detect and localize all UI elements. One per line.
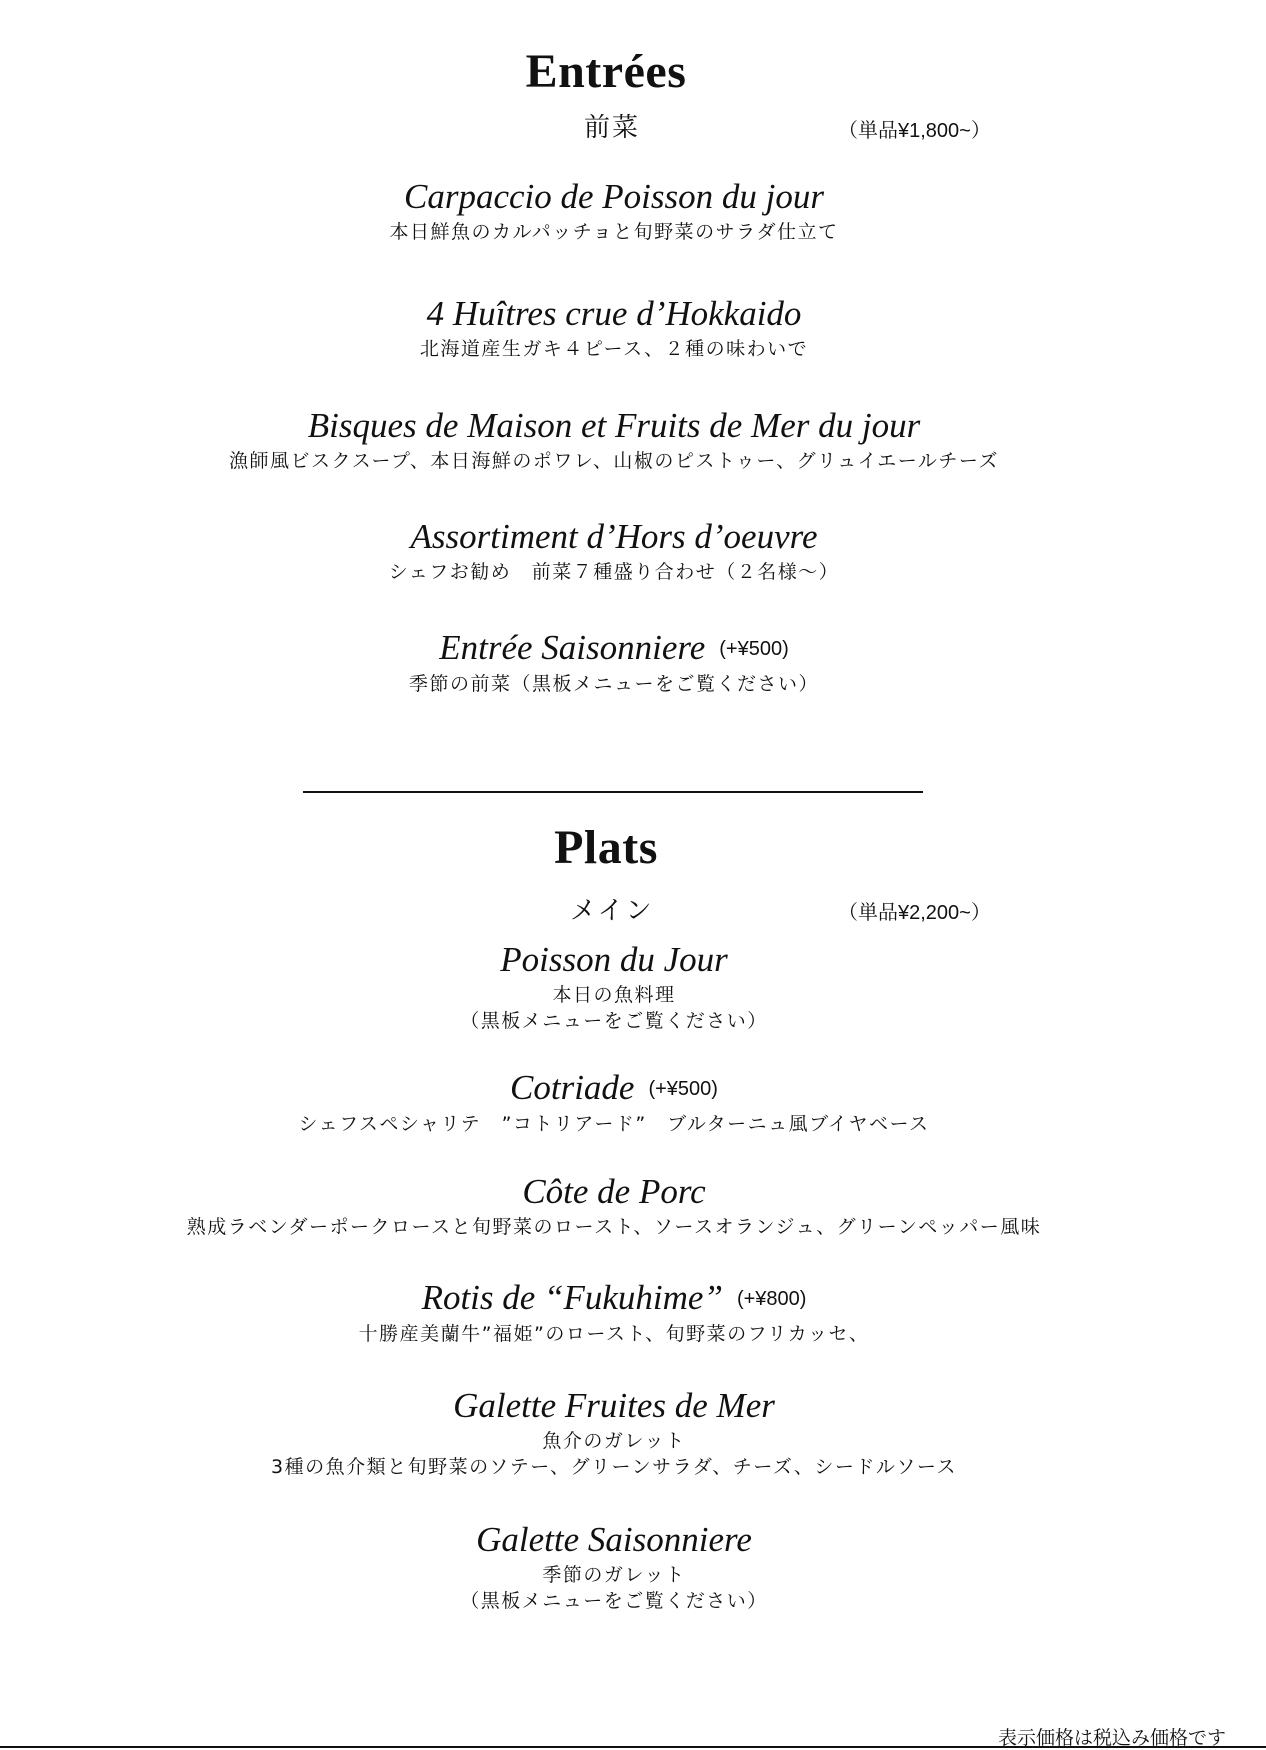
dish-description: 十勝産美蘭牛”福姫”のロースト、旬野菜のフリカッセ、 (358, 1323, 870, 1345)
dish-name: Carpaccio de Poisson du jour (404, 177, 824, 216)
dish-name: 4 Huîtres crue d’Hokkaido (426, 294, 802, 333)
dish-name: Assortiment d’Hors d’oeuvre (410, 517, 818, 556)
dish-name: Galette Fruites de Mer (453, 1386, 775, 1425)
dish-item (0, 1518, 1228, 1614)
dish-name: Poisson du Jour (500, 940, 728, 979)
dish-name: Cotriade (+¥500) (510, 1068, 718, 1107)
dish-description: 本日の魚料理 (552, 984, 676, 1006)
dish-surcharge: (+¥500) (648, 1078, 718, 1100)
section-divider (303, 791, 923, 793)
dish-description: 季節のガレット (542, 1564, 686, 1586)
entrees-price-range: （単品¥1,800~） (838, 120, 991, 142)
dish-name: Galette Saisonniere (476, 1520, 752, 1559)
dish-item (0, 292, 1228, 362)
dish-name: Côte de Porc (522, 1172, 706, 1211)
dish-description: 季節の前菜（黒板メニューをご覧ください） (408, 673, 819, 695)
dish-name: Rotis de “Fukuhime” (+¥800) (421, 1278, 807, 1317)
dish-description: シェフお勧め 前菜７種盛り合わせ（２名様～） (388, 561, 840, 583)
dish-surcharge: (+¥800) (736, 1288, 807, 1310)
dish-description: 魚介のガレット (542, 1430, 686, 1452)
dish-description: シェフスペシャリテ ”コトリアード” ブルターニュ風ブイヤベース (298, 1113, 930, 1135)
dish-description: 本日鮮魚のカルパッチョと旬野菜のサラダ仕立て (389, 221, 839, 243)
dish-description: 3種の魚介類と旬野菜のソテー、グリーンサラダ、チーズ、シードルソース (271, 1456, 957, 1478)
plats-title: Plats (554, 821, 658, 874)
dish-surcharge: (+¥500) (719, 638, 789, 660)
entrees-subtitle: 前菜 (584, 113, 641, 143)
dish-description: （黒板メニューをご覧ください） (460, 1010, 768, 1032)
dish-item (0, 1066, 1228, 1137)
dish-description: （黒板メニューをご覧ください） (460, 1590, 768, 1612)
dish-item (0, 175, 1228, 245)
plats-subtitle: メイン (570, 896, 654, 926)
dish-name: Entrée Saisonniere (+¥500) (439, 628, 789, 667)
dish-item (0, 404, 1228, 474)
tax-note: 表示価格は税込み価格です (997, 1727, 1226, 1749)
dish-name: Bisques de Maison et Fruits de Mer du jour (307, 406, 921, 445)
dish-description: 北海道産生ガキ４ピース、２種の味わいで (419, 338, 809, 360)
dish-item (0, 938, 1228, 1034)
dish-item (0, 1276, 1228, 1347)
dish-item (0, 626, 1228, 697)
plats-price-range: （単品¥2,200~） (838, 902, 991, 924)
entrees-title: Entrées (525, 45, 687, 98)
dish-item (0, 1170, 1228, 1240)
dish-description: 漁師風ビスクスープ、本日海鮮のポワレ、山椒のピストゥー、グリュイエールチーズ (229, 450, 999, 472)
dish-item (0, 1384, 1228, 1480)
dish-description: 熟成ラベンダーポークロースと旬野菜のロースト、ソースオランジュ、グリーンペッパー風味 (186, 1216, 1042, 1238)
dish-item (0, 515, 1228, 585)
